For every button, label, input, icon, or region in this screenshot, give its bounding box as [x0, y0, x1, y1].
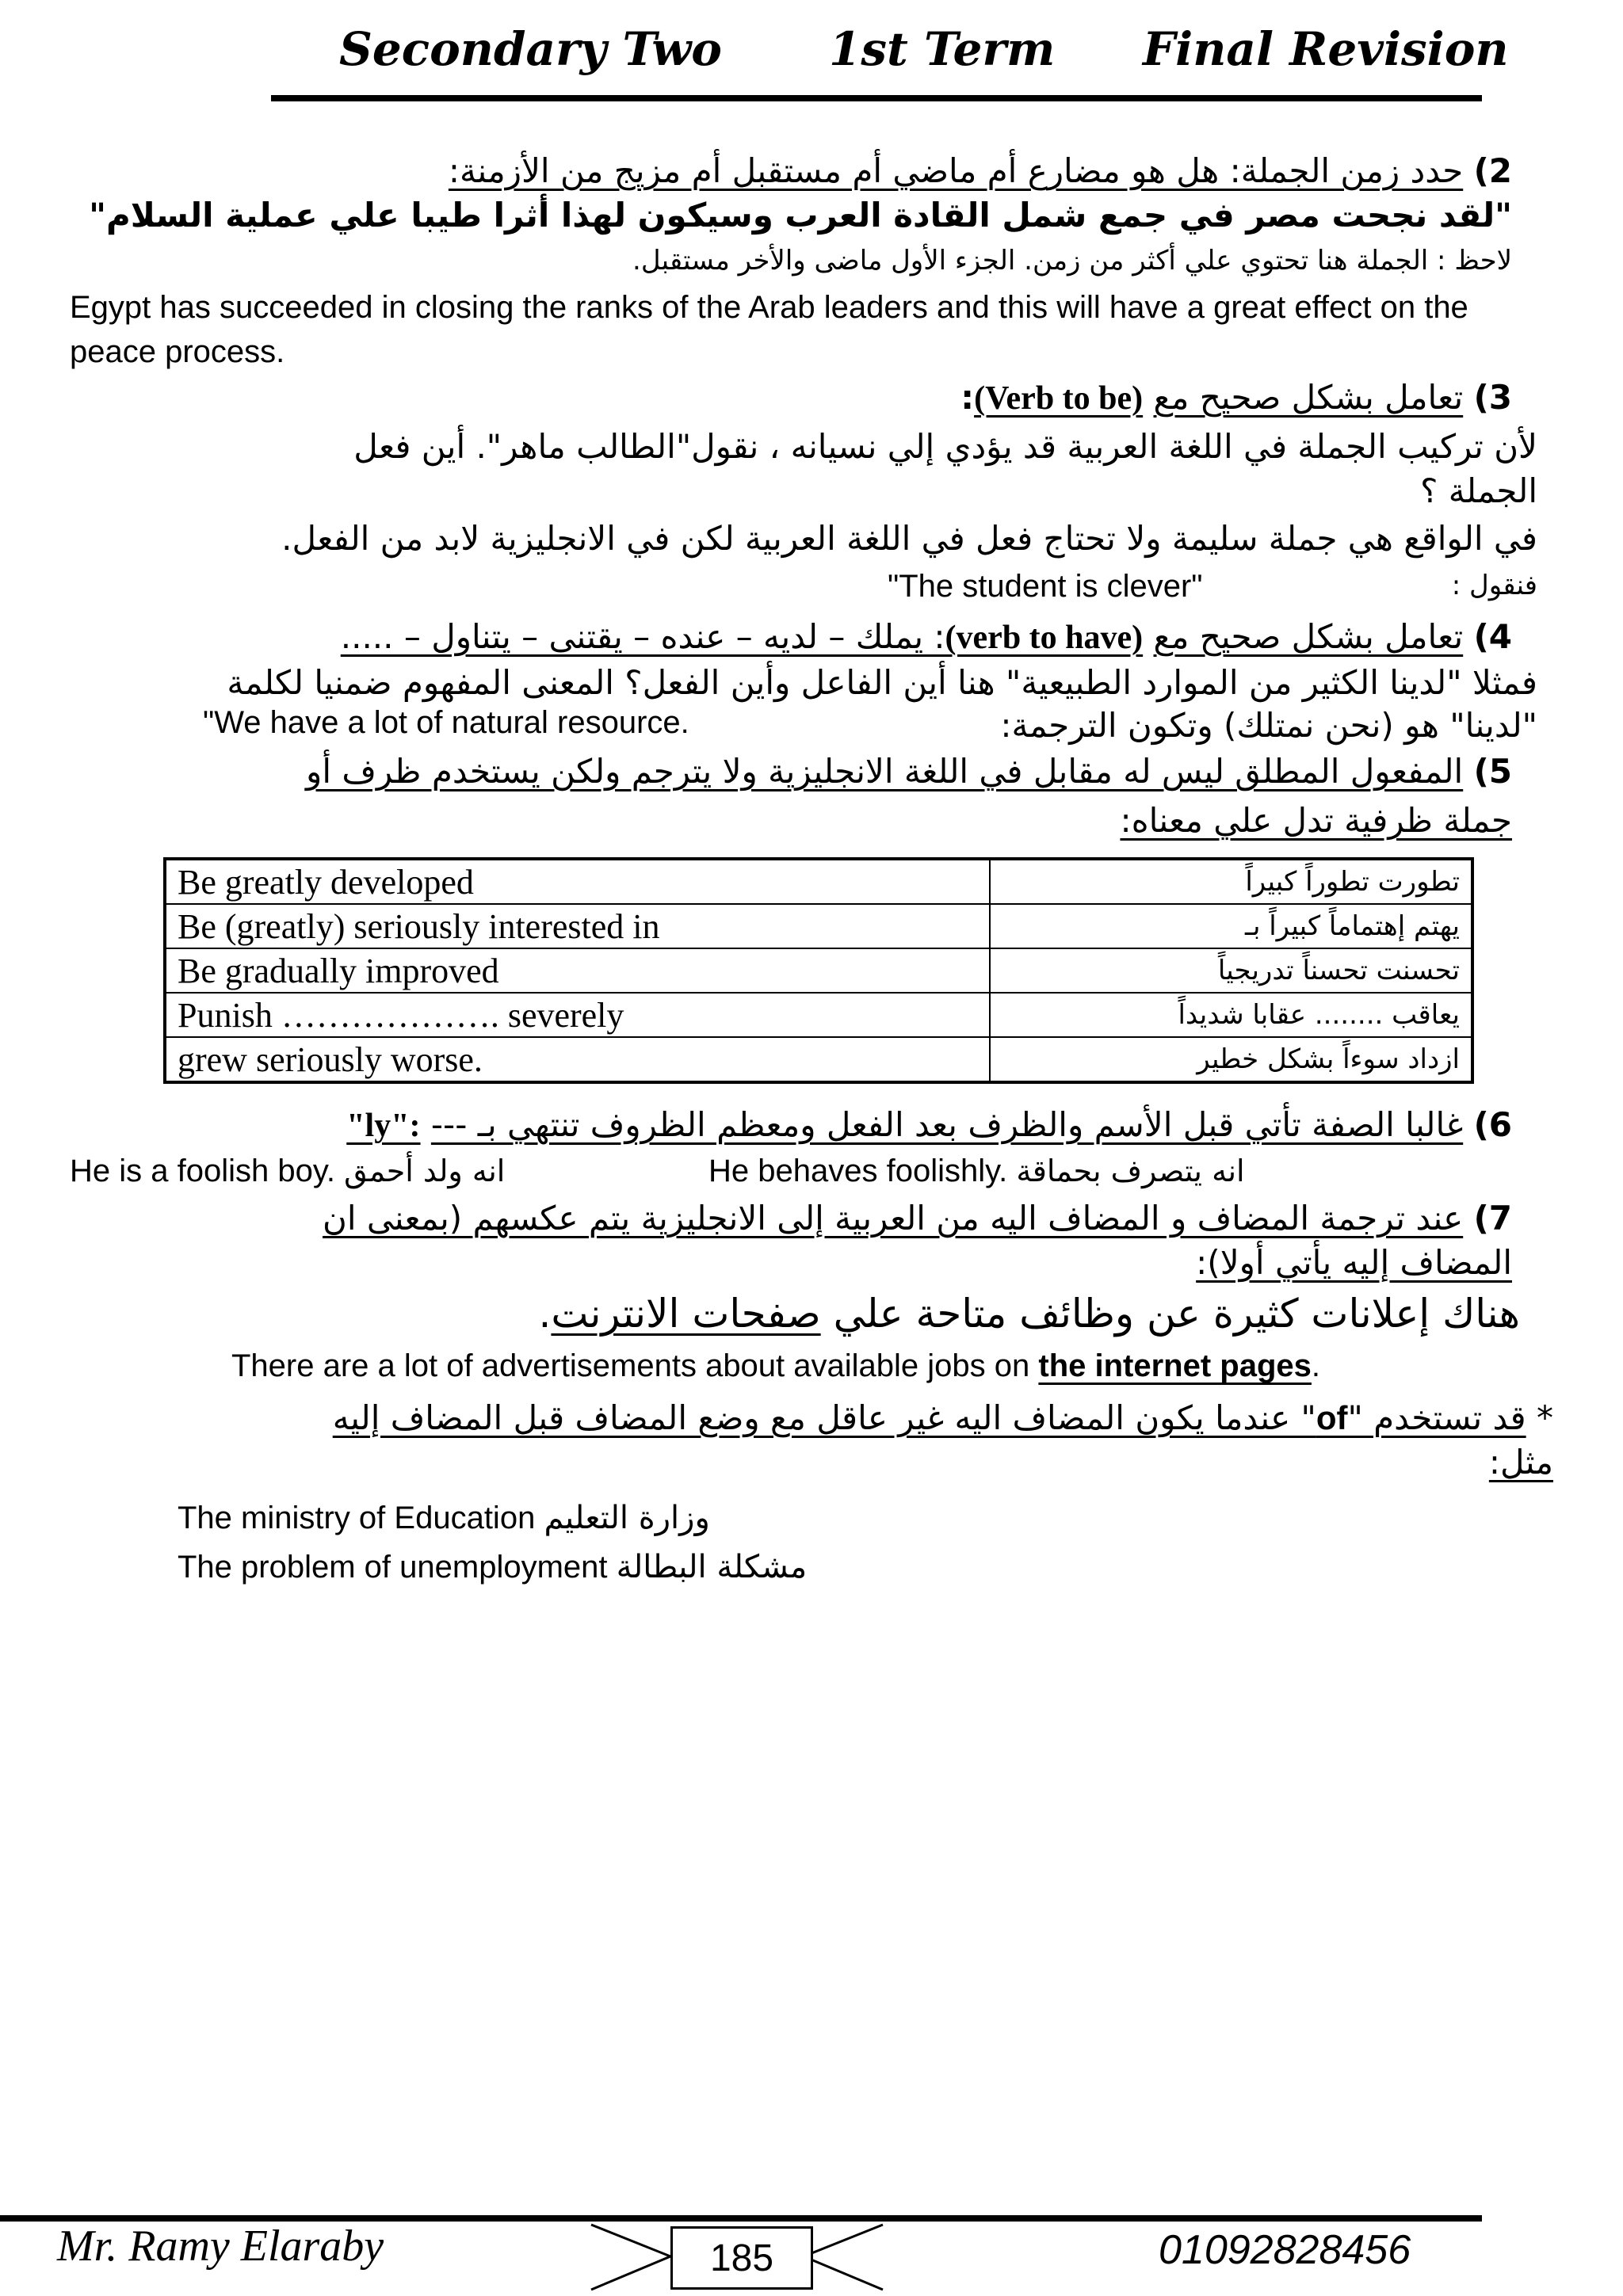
section-4-heading-text: تعامل بشكل صحيح مع	[1153, 617, 1464, 656]
section-3-heading-colon: :	[960, 378, 975, 417]
table-cell-en: Be greatly developed	[165, 859, 990, 904]
section-6-example-2-ar: انه يتصرف بحماقة	[1016, 1154, 1245, 1188]
of-note-line1	[333, 1396, 1553, 1440]
table-cell-en: Be gradually improved	[165, 948, 990, 993]
header-term: 1st Term	[829, 22, 1056, 76]
section-6-example-1	[70, 1149, 505, 1193]
of-note-of-word: of	[1316, 1399, 1348, 1436]
table-row	[165, 948, 1472, 993]
section-4-line2-ar: "لدينا" هو (نحن نمتلك) وتكون الترجمة:	[1000, 706, 1537, 745]
section-3-line4-ar: فنقول :	[1451, 570, 1537, 601]
of-note-example-2	[178, 1545, 807, 1589]
section-5-heading-line1	[306, 749, 1512, 794]
table-cell-ar: ازداد سوءاً بشكل خطير	[990, 1037, 1472, 1082]
section-4-heading	[341, 615, 1512, 660]
section-2-heading	[449, 149, 1512, 193]
section-4-line1: فمثلا "لدينا الكثير من الموارد الطبيعية" هنا أين الفاعل وأين الفعل؟ المعنى المفهوم ضمنيا لكلمة	[227, 663, 1537, 702]
section-2-number: 2)	[1473, 151, 1512, 190]
section-6-heading	[346, 1103, 1512, 1148]
footer-phone: 01092828456	[1159, 2227, 1411, 2273]
section-2-english-line2: peace process.	[70, 334, 285, 369]
header-title: Final Revision	[1143, 22, 1509, 76]
section-4-heading-meanings: : يملك – لديه – عنده – يقتنى – يتناول – .....	[340, 617, 945, 656]
section-7-example-ar-underlined: صفحات الانترنت	[551, 1291, 821, 1337]
section-7-example-en	[231, 1344, 1320, 1388]
of-note-example-1-en: The ministry of Education	[178, 1501, 536, 1535]
section-7-example-ar-text: هناك إعلانات كثيرة عن وظائف متاحة علي	[833, 1291, 1520, 1337]
of-note-example-1	[178, 1496, 710, 1540]
table-cell-en: Punish ………………. severely	[165, 993, 990, 1037]
section-7-heading-text: عند ترجمة المضاف و المضاف اليه من العربية إلى الانجليزية يتم عكسهم (بمعنى ان	[323, 1199, 1464, 1238]
section-6-example-2-en: He behaves foolishly.	[708, 1154, 1008, 1188]
section-4-line2-en: "We have a lot of natural resource.	[203, 705, 689, 740]
of-note-example-1-ar: وزارة التعليم	[544, 1500, 710, 1536]
section-3-heading	[960, 376, 1512, 421]
section-7-example-en-end: .	[1311, 1348, 1321, 1383]
table-cell-en: grew seriously worse.	[165, 1037, 990, 1082]
footer-author: Mr. Ramy Elaraby	[57, 2222, 384, 2271]
section-4-heading-verb: (verb to have)	[945, 620, 1144, 656]
table-row	[165, 993, 1472, 1037]
table-cell-ar: يعاقب ........ عقابا شديداً	[990, 993, 1472, 1037]
of-note-example-2-ar: مشكلة البطالة	[616, 1549, 808, 1585]
section-2-english-line1: Egypt has succeeded in closing the ranks of the Arab leaders and this will have a great effect on the	[70, 290, 1468, 325]
section-3-line1: لأن تركيب الجملة في اللغة العربية قد يؤدي إلي نسيانه ، نقول"الطالب ماهر". أين فعل	[353, 427, 1537, 466]
section-6-heading-text: غالبا الصفة تأتي قبل الأسم والظرف بعد الفعل ومعظم الظروف تنتهي بـ ---	[430, 1105, 1464, 1144]
section-7-number: 7)	[1473, 1199, 1512, 1238]
of-note-example-2-en: The problem of unemployment	[178, 1550, 608, 1585]
of-note-line2: مثل:	[1488, 1443, 1553, 1482]
table-row	[165, 904, 1472, 948]
section-4-number: 4)	[1473, 617, 1512, 656]
section-7-example-ar-end: .	[538, 1291, 552, 1337]
section-7-example-en-text: There are a lot of advertisements about available jobs on	[231, 1348, 1039, 1383]
header-rule	[271, 95, 1482, 101]
section-6-number: 6)	[1473, 1105, 1512, 1144]
table-cell-en: Be (greatly) seriously interested in	[165, 904, 990, 948]
section-7-example-ar	[539, 1287, 1520, 1341]
table-cell-ar: يهتم إهتماماً كبيراً بـ	[990, 904, 1472, 948]
section-6-example-2	[708, 1149, 1245, 1193]
section-2-heading-text: حدد زمن الجملة: هل هو مضارع أم ماضي أم مستقبل أم مزيج من الأزمنة:	[448, 151, 1464, 190]
section-7-heading-line1	[323, 1196, 1512, 1241]
section-6-heading-suffix: "ly":	[346, 1108, 421, 1144]
section-3-line2: الجملة ؟	[1420, 471, 1537, 510]
page-number: 185	[670, 2226, 813, 2290]
section-7-example-en-bold: the internet pages	[1038, 1348, 1312, 1383]
table-row	[165, 1037, 1472, 1082]
section-5-heading-text: المفعول المطلق ليس له مقابل في اللغة الانجليزية ولا يترجم ولكن يستخدم ظرف أو	[306, 752, 1464, 791]
header-level: Secondary Two	[339, 22, 722, 76]
table-cell-ar: تطورت تطوراً كبيراً	[990, 859, 1472, 904]
section-2-quote: "لقد نجحت مصر في جمع شمل القادة العرب وسيكون لهذا أثرا طيبا علي عملية السلام"	[89, 196, 1512, 235]
section-3-heading-verb: (Verb to be)	[974, 380, 1144, 417]
of-note-line1-end: " عندما يكون المضاف اليه غير عاقل مع وضع المضاف قبل المضاف إليه	[332, 1398, 1316, 1437]
section-5-heading-line2: جملة ظرفية تدل علي معناه:	[1120, 801, 1512, 840]
of-note-line1-start: قد تستخدم "	[1347, 1398, 1526, 1437]
table-cell-ar: تحسنت تحسناً تدريجياً	[990, 948, 1472, 993]
section-6-example-1-en: He is a foolish boy.	[70, 1154, 335, 1188]
section-3-heading-text: تعامل بشكل صحيح مع	[1153, 378, 1464, 417]
of-note-star: *	[1537, 1398, 1553, 1437]
section-3-number: 3)	[1473, 378, 1512, 417]
section-7-heading-line2: المضاف إليه يأتي أولا):	[1196, 1243, 1512, 1282]
section-5-number: 5)	[1473, 752, 1512, 791]
table-row	[165, 859, 1472, 904]
section-3-line3: في الواقع هي جملة سليمة ولا تحتاج فعل في اللغة العربية لكن في الانجليزية لابد من الفعل.	[281, 519, 1537, 558]
of-note-line1-text	[333, 1398, 1526, 1437]
section-2-note: لاحظ : الجملة هنا تحتوي علي أكثر من زمن. الجزء الأول ماضى والأخر مستقبل.	[632, 245, 1512, 277]
section-6-example-1-ar: انه ولد أحمق	[344, 1154, 506, 1188]
translation-table	[163, 857, 1474, 1084]
section-3-line4-en: "The student is clever"	[888, 569, 1203, 604]
